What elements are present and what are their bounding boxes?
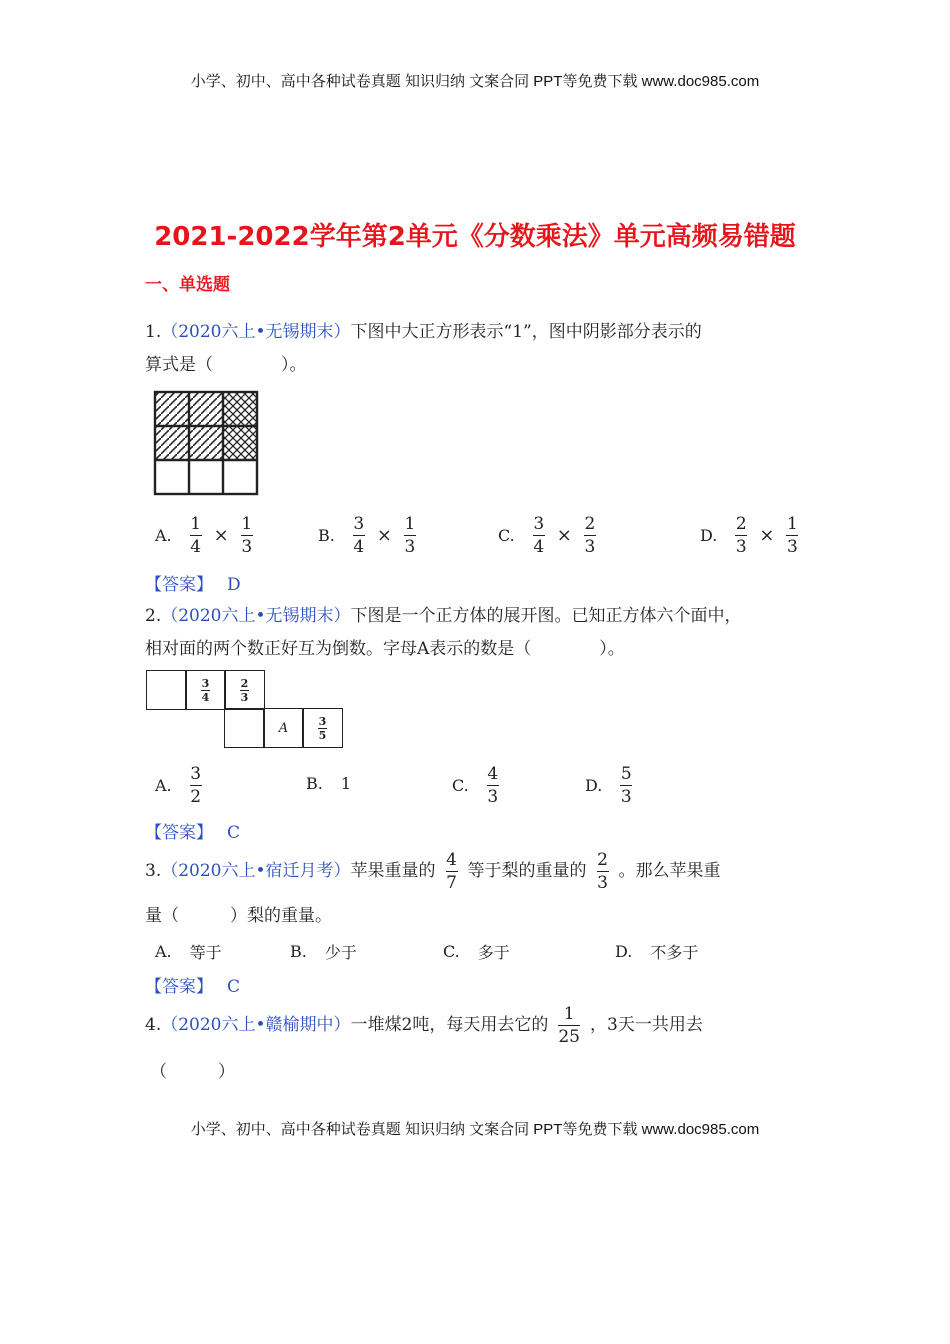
q2-option-b[interactable]: B. 1 [306, 774, 352, 793]
q1-option-c[interactable]: C. $\frac{3}{4}$ × $\frac{2}{3}$ [498, 514, 596, 557]
q2-option-c[interactable]: C. $\frac{4}{3}$ [452, 764, 499, 807]
question-4-line1: 4. （2020六上•赣榆期中） 一堆煤2吨，每天用去它的 $\frac{1}{25}$ ，3天一共用去 [145, 1004, 703, 1047]
q3-fraction-1: $\frac{4}{7}$ [446, 850, 457, 893]
question-1 [145, 316, 825, 382]
q3-answer: 【答案】 C [145, 977, 241, 997]
q1-grid-figure [153, 390, 263, 500]
q3-option-d[interactable]: D. 不多于 [615, 942, 699, 962]
q1-option-b[interactable]: B. $\frac{3}{4}$ × $\frac{1}{3}$ [318, 514, 416, 557]
q3-text-line2: 量（ ）梨的重量。 [145, 906, 332, 926]
q2-option-d[interactable]: D. $\frac{5}{3}$ [585, 764, 632, 807]
q3-source: （2020六上•宿迁月考） [161, 861, 351, 881]
q3-option-b[interactable]: B. 少于 [290, 942, 357, 962]
q2-number: 2. [145, 606, 162, 626]
q4-fraction: $\frac{1}{25}$ [558, 1004, 580, 1047]
question-3-line1: 3. （2020六上•宿迁月考） 苹果重量的 $\frac{4}{7}$ 等于梨的重量的 $\frac{2}{3}$ 。那么苹果重 [145, 850, 721, 893]
q1-option-a[interactable]: A. $\frac{1}{4}$ × $\frac{1}{3}$ [155, 514, 253, 557]
net-cell-blank-2 [224, 708, 265, 748]
page-title: 2021-2022学年第2单元《分数乘法》单元高频易错题 [154, 222, 796, 252]
q2-text-line1: 下图是一个正方体的展开图。已知正方体六个面中， [350, 606, 742, 626]
q2-answer: 【答案】 C [145, 823, 241, 843]
q3-number: 3. [145, 861, 162, 881]
q1-option-d[interactable]: D. $\frac{2}{3}$ × $\frac{1}{3}$ [700, 514, 798, 557]
page-footer: 小学、初中、高中各种试卷真题 知识归纳 文案合同 PPT等免费下载 www.doc985.com [190, 1121, 760, 1138]
q4-source: （2020六上•赣榆期中） [161, 1015, 351, 1035]
net-cell-3-4: 3 4 [185, 670, 226, 710]
net-cell-2-3: 2 3 [224, 670, 265, 710]
q1-source: （2020六上•无锡期末） [161, 322, 351, 342]
q3-option-a[interactable]: A. 等于 [155, 942, 222, 962]
q4-text-line2: （ ） [150, 1062, 235, 1082]
q2-cube-net [146, 670, 346, 752]
net-cell-blank [146, 670, 187, 710]
q2-text-line2: 相对面的两个数正好互为倒数。字母A表示的数是（ ）。 [145, 639, 625, 659]
question-2 [145, 600, 825, 666]
section-heading: 一、单选题 [145, 275, 230, 295]
q2-source: （2020六上•无锡期末） [161, 606, 351, 626]
q1-answer: 【答案】 D [145, 575, 241, 595]
net-cell-A: A [263, 708, 304, 748]
q1-text-line1: 下图中大正方形表示“1”，图中阴影部分表示的 [350, 322, 702, 342]
q1-text-line2: 算式是（ ）。 [145, 355, 307, 375]
q4-number: 4. [145, 1015, 162, 1035]
net-cell-3-5: 3 5 [302, 708, 343, 748]
q3-fraction-2: $\frac{2}{3}$ [597, 850, 608, 893]
q3-option-c[interactable]: C. 多于 [443, 942, 510, 962]
page-header: 小学、初中、高中各种试卷真题 知识归纳 文案合同 PPT等免费下载 www.doc985.com [190, 73, 760, 90]
q2-option-a[interactable]: A. $\frac{3}{2}$ [155, 764, 202, 807]
q1-number: 1. [145, 322, 162, 342]
